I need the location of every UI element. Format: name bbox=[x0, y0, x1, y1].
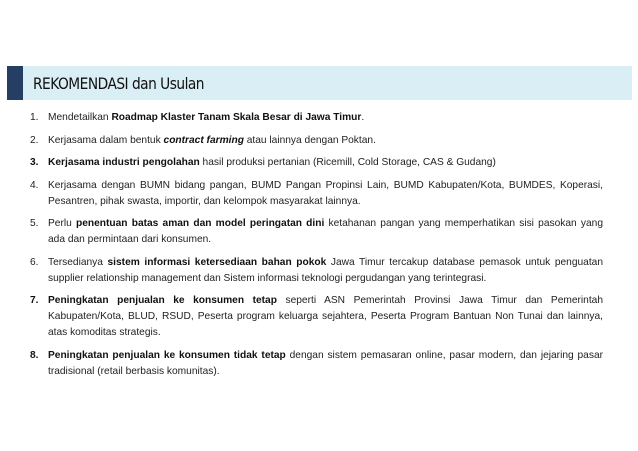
emphasis-text: contract farming bbox=[163, 134, 244, 146]
list-item bbox=[30, 133, 603, 149]
emphasis-text: sistem informasi ketersediaan bahan pokok bbox=[107, 256, 327, 268]
emphasis-text: Peningkatan penjualan ke konsumen tidak tetap bbox=[48, 349, 286, 361]
item-number: 7. bbox=[30, 295, 39, 306]
item-number: 4. bbox=[30, 179, 39, 191]
item-text: Tersedianya bbox=[48, 256, 108, 268]
emphasis-text: Kerjasama industri pengolahan bbox=[48, 157, 200, 168]
list-item bbox=[30, 293, 603, 341]
list-item bbox=[30, 155, 603, 171]
item-text: atau lainnya dengan Poktan. bbox=[243, 134, 376, 146]
list-item bbox=[30, 110, 603, 126]
item-text: dengan sistem pemasaran online, pasar modern, dan jejaring pasar tradisional (retail berbasis komunitas). bbox=[48, 349, 603, 377]
item-text: Kerjasama dalam bentuk bbox=[48, 134, 164, 146]
item-number: 3. bbox=[30, 157, 39, 168]
header-accent-block bbox=[7, 66, 23, 100]
item-text: ketahanan pangan yang memperhatikan sisi pasokan yang ada dan permintaan dari konsumen. bbox=[48, 218, 603, 245]
item-number: 5. bbox=[30, 218, 39, 229]
emphasis-text: penentuan batas aman dan model peringatan dini bbox=[76, 218, 325, 229]
list-item bbox=[30, 216, 603, 248]
list-item bbox=[30, 348, 603, 380]
item-text: Mendetailkan bbox=[48, 112, 112, 123]
item-number: 6. bbox=[30, 256, 39, 268]
item-text: seperti ASN Pemerintah Provinsi Jawa Timur dan Pemerintah Kabupaten/Kota, BLUD, RSUD, Peserta program keluarga sejahtera, Peserta Program Bantuan Non Tunai dan lainnya, atas komoditas strategis. bbox=[48, 295, 603, 338]
item-number: 8. bbox=[30, 349, 39, 361]
item-text: . bbox=[361, 112, 365, 123]
page-title: REKOMENDASI dan Usulan bbox=[33, 74, 205, 93]
item-text: Jawa Timur tercakup database pemasok untuk penguatan supplier relationship management dan Sistem informasi teknologi pergudangan yang terintegrasi. bbox=[48, 256, 603, 284]
item-number: 2. bbox=[30, 134, 39, 146]
item-text: hasil produksi pertanian (Ricemill, Cold Storage, CAS & Gudang) bbox=[199, 157, 496, 168]
emphasis-text: Peningkatan penjualan ke konsumen tetap bbox=[48, 295, 277, 306]
list-item bbox=[30, 178, 603, 210]
item-text: Kerjasama dengan BUMN bidang pangan, BUMD Pangan Propinsi Lain, BUMD Kabupaten/Kota, BUMDES, Koperasi, Pesantren, pihak swasta, importir, dan kelompok masyarakat lainnya. bbox=[48, 179, 603, 207]
emphasis-text: Roadmap Klaster Tanam Skala Besar di Jawa Timur bbox=[111, 112, 362, 123]
list-item bbox=[30, 255, 603, 287]
section-header bbox=[7, 66, 632, 100]
item-text: Perlu bbox=[48, 218, 76, 229]
recommendation-list bbox=[30, 110, 603, 386]
item-number: 1. bbox=[30, 112, 39, 123]
